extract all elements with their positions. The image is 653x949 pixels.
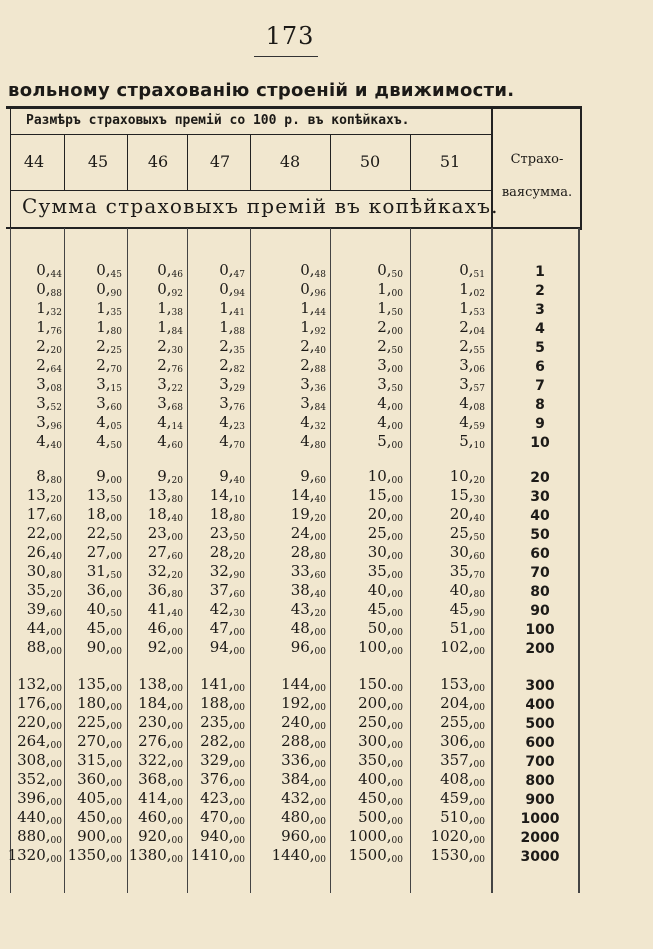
- premium-cell: $47,_{00}$: [209, 619, 245, 638]
- premium-cell: $4,_{00}$: [377, 413, 403, 432]
- premium-cell: $2,_{00}$: [377, 318, 403, 337]
- premium-cell: $36,_{00}$: [86, 581, 122, 600]
- premium-cell: $100,_{00}$: [358, 638, 403, 657]
- premium-cell: $3,_{36}$: [300, 375, 326, 394]
- premium-cell: $45,_{00}$: [367, 600, 403, 619]
- premium-cell: $432,_{00}$: [281, 789, 326, 808]
- premium-cell: $144,_{00}$: [281, 675, 326, 694]
- premium-cell: $2,_{35}$: [219, 337, 245, 356]
- premium-cell: $3,_{22}$: [157, 375, 183, 394]
- premium-cell: $3,_{96}$: [36, 413, 62, 432]
- premium-cell: $44,_{00}$: [26, 619, 62, 638]
- insured-sum-header: Страхо- ваясумма.: [501, 152, 573, 200]
- premium-cell: $470,_{00}$: [200, 808, 245, 827]
- premium-cell: $900,_{00}$: [77, 827, 122, 846]
- header-column-divider: [127, 134, 128, 190]
- premium-cell: $22,_{00}$: [26, 524, 62, 543]
- premium-cell: $3,_{60}$: [96, 394, 122, 413]
- premium-cell: $10,_{20}$: [449, 467, 485, 486]
- premium-cell: $2,_{55}$: [459, 337, 485, 356]
- premium-cell: $282,_{00}$: [200, 732, 245, 751]
- premium-cell: $450,_{00}$: [358, 789, 403, 808]
- premium-cell: $13,_{50}$: [86, 486, 122, 505]
- premium-cell: $20,_{40}$: [449, 505, 485, 524]
- premium-cell: $48,_{00}$: [290, 619, 326, 638]
- premium-cell: $1,_{35}$: [96, 299, 122, 318]
- premium-cell: $2,_{50}$: [377, 337, 403, 356]
- premium-cell: $240,_{00}$: [281, 713, 326, 732]
- premium-size-caption: Размѣръ страховыхъ премій со 100 р. въ копѣйкахъ.: [26, 113, 410, 128]
- insured-sum-cell: 1000: [520, 811, 560, 827]
- rate-column-header: 46: [147, 152, 169, 171]
- premium-cell: $9,_{40}$: [219, 467, 245, 486]
- premium-cell: $141,_{00}$: [200, 675, 245, 694]
- premium-cell: $1,_{38}$: [157, 299, 183, 318]
- rate-column-header: 48: [279, 152, 301, 171]
- insured-sum-cell: 20: [530, 470, 550, 486]
- premium-cell: $2,_{76}$: [157, 356, 183, 375]
- premium-cell: $22,_{50}$: [86, 524, 122, 543]
- insured-sum-cell: 800: [525, 773, 555, 789]
- premium-cell: $18,_{00}$: [86, 505, 122, 524]
- premium-cell: $4,_{05}$: [96, 413, 122, 432]
- header-column-divider: [250, 134, 251, 190]
- premium-cell: $440,_{00}$: [17, 808, 62, 827]
- premium-cell: $30,_{00}$: [367, 543, 403, 562]
- insured-sum-cell: 80: [530, 584, 550, 600]
- insured-sum-cell: 5: [535, 340, 545, 356]
- insured-sum-cell: 500: [525, 716, 555, 732]
- premium-cell: $23,_{50}$: [209, 524, 245, 543]
- columns-bottom-rule: [10, 190, 491, 191]
- header-top-rule: [6, 106, 582, 109]
- premium-cell: $4,_{00}$: [377, 394, 403, 413]
- premium-cell: $480,_{00}$: [281, 808, 326, 827]
- insured-sum-cell: 4: [535, 321, 545, 337]
- premium-cell: $15,_{00}$: [367, 486, 403, 505]
- premium-cell: $35,_{20}$: [26, 581, 62, 600]
- premium-cell: $220,_{00}$: [17, 713, 62, 732]
- premium-cell: $30,_{60}$: [449, 543, 485, 562]
- insured-sum-cell: 7: [535, 378, 545, 394]
- premium-cell: $20,_{00}$: [367, 505, 403, 524]
- insured-sum-cell: 3000: [520, 849, 560, 865]
- premium-cell: $0,_{96}$: [300, 280, 326, 299]
- premium-cell: $25,_{00}$: [367, 524, 403, 543]
- premium-cell: $940,_{00}$: [200, 827, 245, 846]
- premium-cell: $96,_{00}$: [290, 638, 326, 657]
- premium-cell: $43,_{20}$: [290, 600, 326, 619]
- premium-cell: $17,_{60}$: [26, 505, 62, 524]
- insured-sum-cell: 70: [530, 565, 550, 581]
- premium-cell: $42,_{30}$: [209, 600, 245, 619]
- premium-cell: $180,_{00}$: [77, 694, 122, 713]
- premium-cell: $2,_{40}$: [300, 337, 326, 356]
- premium-cell: $2,_{88}$: [300, 356, 326, 375]
- premium-cell: $0,_{48}$: [300, 261, 326, 280]
- premium-cell: $5,_{00}$: [377, 432, 403, 451]
- premium-cell: $960,_{00}$: [281, 827, 326, 846]
- insured-sum-cell: 10: [530, 435, 550, 451]
- premium-cell: $94,_{00}$: [209, 638, 245, 657]
- premium-cell: $102,_{00}$: [440, 638, 485, 657]
- page-number-rule: [254, 56, 318, 57]
- premium-cell: $150._{00}$: [358, 675, 403, 694]
- premium-cell: $10,_{00}$: [367, 467, 403, 486]
- premium-cell: $0,_{45}$: [96, 261, 122, 280]
- premium-cell: $329,_{00}$: [200, 751, 245, 770]
- insured-sum-cell: 100: [525, 622, 555, 638]
- premium-cell: $4,_{32}$: [300, 413, 326, 432]
- premium-cell: $132,_{00}$: [17, 675, 62, 694]
- premium-cell: $920,_{00}$: [138, 827, 183, 846]
- premium-cell: $37,_{60}$: [209, 581, 245, 600]
- premium-cell: $14,_{10}$: [209, 486, 245, 505]
- premium-cell: $23,_{00}$: [147, 524, 183, 543]
- premium-cell: $39,_{60}$: [26, 600, 62, 619]
- premium-cell: $264,_{00}$: [17, 732, 62, 751]
- premium-cell: $336,_{00}$: [281, 751, 326, 770]
- premium-cell: $45,_{90}$: [449, 600, 485, 619]
- premium-cell: $188,_{00}$: [200, 694, 245, 713]
- premium-cell: $0,_{88}$: [36, 280, 62, 299]
- premium-cell: $1020,_{00}$: [430, 827, 485, 846]
- premium-cell: $200,_{00}$: [358, 694, 403, 713]
- page-heading: вольному страхованію строеній и движимости.: [8, 80, 515, 101]
- premium-cell: $1,_{88}$: [219, 318, 245, 337]
- premium-cell: $24,_{00}$: [290, 524, 326, 543]
- premium-cell: $13,_{20}$: [26, 486, 62, 505]
- premium-cell: $350,_{00}$: [358, 751, 403, 770]
- premium-cell: $306,_{00}$: [440, 732, 485, 751]
- premium-cell: $500,_{00}$: [358, 808, 403, 827]
- premium-cell: $460,_{00}$: [138, 808, 183, 827]
- premium-cell: $0,_{90}$: [96, 280, 122, 299]
- premium-cell: $376,_{00}$: [200, 770, 245, 789]
- table-column-rule: [491, 228, 493, 893]
- premium-cell: $288,_{00}$: [281, 732, 326, 751]
- insured-sum-cell: 600: [525, 735, 555, 751]
- premium-cell: $0,_{50}$: [377, 261, 403, 280]
- premium-cell: $3,_{29}$: [219, 375, 245, 394]
- premium-cell: $5,_{10}$: [459, 432, 485, 451]
- insured-sum-cell: 50: [530, 527, 550, 543]
- insured-sum-cell: 90: [530, 603, 550, 619]
- premium-cell: $138,_{00}$: [138, 675, 183, 694]
- premium-cell: $92,_{00}$: [147, 638, 183, 657]
- premium-cell: $3,_{84}$: [300, 394, 326, 413]
- premium-cell: $4,_{50}$: [96, 432, 122, 451]
- premium-cell: $88,_{00}$: [26, 638, 62, 657]
- premium-cell: $1,_{92}$: [300, 318, 326, 337]
- premium-cell: $27,_{00}$: [86, 543, 122, 562]
- insured-sum-cell: 700: [525, 754, 555, 770]
- premium-cell: $13,_{80}$: [147, 486, 183, 505]
- insured-sum-cell: 9: [535, 416, 545, 432]
- premium-cell: $1320,_{00}$: [7, 846, 62, 865]
- insured-sum-cell: 30: [530, 489, 550, 505]
- premium-cell: $40,_{50}$: [86, 600, 122, 619]
- premium-cell: $308,_{00}$: [17, 751, 62, 770]
- premium-cell: $45,_{00}$: [86, 619, 122, 638]
- insured-sum-cell: 2: [535, 283, 545, 299]
- premium-cell: $36,_{80}$: [147, 581, 183, 600]
- insured-sum-cell: 60: [530, 546, 550, 562]
- premium-cell: $32,_{20}$: [147, 562, 183, 581]
- premium-cell: $204,_{00}$: [440, 694, 485, 713]
- premium-cell: $3,_{76}$: [219, 394, 245, 413]
- premium-cell: $153,_{00}$: [440, 675, 485, 694]
- premium-cell: $35,_{00}$: [367, 562, 403, 581]
- premium-cell: $250,_{00}$: [358, 713, 403, 732]
- premium-cell: $1440,_{00}$: [271, 846, 326, 865]
- premium-cell: $357,_{00}$: [440, 751, 485, 770]
- premium-cell: $9,_{60}$: [300, 467, 326, 486]
- header-bottom-rule: [6, 227, 582, 229]
- premium-cell: $1410,_{00}$: [190, 846, 245, 865]
- premium-cell: $25,_{50}$: [449, 524, 485, 543]
- premium-cell: $15,_{30}$: [449, 486, 485, 505]
- premium-cell: $1380,_{00}$: [128, 846, 183, 865]
- insured-sum-cell: 1: [535, 264, 545, 280]
- header-column-divider: [187, 134, 188, 190]
- premium-cell: $322,_{00}$: [138, 751, 183, 770]
- premium-cell: $19,_{20}$: [290, 505, 326, 524]
- premium-cell: $0,_{47}$: [219, 261, 245, 280]
- premium-cell: $1,_{32}$: [36, 299, 62, 318]
- premium-cell: $276,_{00}$: [138, 732, 183, 751]
- premium-cell: $40,_{00}$: [367, 581, 403, 600]
- premium-cell: $8,_{80}$: [36, 467, 62, 486]
- premium-cell: $352,_{00}$: [17, 770, 62, 789]
- premium-cell: $235,_{00}$: [200, 713, 245, 732]
- premium-cell: $1,_{02}$: [459, 280, 485, 299]
- header-column-divider: [330, 134, 331, 190]
- premium-cell: $4,_{80}$: [300, 432, 326, 451]
- rate-column-header: 45: [87, 152, 109, 171]
- premium-cell: $2,_{20}$: [36, 337, 62, 356]
- premium-cell: $315,_{00}$: [77, 751, 122, 770]
- premium-cell: $459,_{00}$: [440, 789, 485, 808]
- insured-sum-cell: 8: [535, 397, 545, 413]
- premium-cell: $3,_{15}$: [96, 375, 122, 394]
- premium-cell: $33,_{60}$: [290, 562, 326, 581]
- premium-cell: $225,_{00}$: [77, 713, 122, 732]
- insured-sum-cell: 900: [525, 792, 555, 808]
- premium-cell: $192,_{00}$: [281, 694, 326, 713]
- premium-cell: $1000,_{00}$: [348, 827, 403, 846]
- premium-cell: $300,_{00}$: [358, 732, 403, 751]
- premium-cell: $2,_{25}$: [96, 337, 122, 356]
- premium-cell: $26,_{40}$: [26, 543, 62, 562]
- premium-cell: $3,_{68}$: [157, 394, 183, 413]
- premium-cell: $184,_{00}$: [138, 694, 183, 713]
- premium-cell: $1530,_{00}$: [430, 846, 485, 865]
- premium-cell: $46,_{00}$: [147, 619, 183, 638]
- rate-column-header: 51: [439, 152, 461, 171]
- premium-cell: $408,_{00}$: [440, 770, 485, 789]
- insured-sum-cell: 300: [525, 678, 555, 694]
- insured-sum-cell: 3: [535, 302, 545, 318]
- premium-cell: $4,_{60}$: [157, 432, 183, 451]
- premium-cell: $51,_{00}$: [449, 619, 485, 638]
- premium-cell: $1,_{80}$: [96, 318, 122, 337]
- premium-cell: $368,_{00}$: [138, 770, 183, 789]
- premium-cell: $2,_{04}$: [459, 318, 485, 337]
- premium-cell: $4,_{40}$: [36, 432, 62, 451]
- premium-cell: $40,_{80}$: [449, 581, 485, 600]
- premium-cell: $27,_{60}$: [147, 543, 183, 562]
- premium-cell: $50,_{00}$: [367, 619, 403, 638]
- premium-cell: $360,_{00}$: [77, 770, 122, 789]
- premium-cell: $4,_{14}$: [157, 413, 183, 432]
- premium-cell: $0,_{51}$: [459, 261, 485, 280]
- premium-cell: $2,_{70}$: [96, 356, 122, 375]
- insured-sum-cell: 400: [525, 697, 555, 713]
- premium-cell: $135,_{00}$: [77, 675, 122, 694]
- premium-cell: $450,_{00}$: [77, 808, 122, 827]
- premium-cell: $0,_{44}$: [36, 261, 62, 280]
- premium-cell: $1500,_{00}$: [348, 846, 403, 865]
- premium-cell: $1,_{53}$: [459, 299, 485, 318]
- premium-cell: $41,_{40}$: [147, 600, 183, 619]
- premium-cell: $4,_{59}$: [459, 413, 485, 432]
- premium-cell: $423,_{00}$: [200, 789, 245, 808]
- premium-cell: $1,_{41}$: [219, 299, 245, 318]
- premium-cell: $176,_{00}$: [17, 694, 62, 713]
- premium-cell: $90,_{00}$: [86, 638, 122, 657]
- premium-cell: $400,_{00}$: [358, 770, 403, 789]
- premium-cell: $1,_{84}$: [157, 318, 183, 337]
- premium-cell: $28,_{20}$: [209, 543, 245, 562]
- insured-sum-cell: 40: [530, 508, 550, 524]
- premium-cell: $2,_{82}$: [219, 356, 245, 375]
- premium-cell: $2,_{30}$: [157, 337, 183, 356]
- insured-sum-cell: 6: [535, 359, 545, 375]
- premium-cell: $1,_{50}$: [377, 299, 403, 318]
- premium-cell: $0,_{94}$: [219, 280, 245, 299]
- premium-cell: $0,_{46}$: [157, 261, 183, 280]
- premium-cell: $1,_{76}$: [36, 318, 62, 337]
- premium-cell: $414,_{00}$: [138, 789, 183, 808]
- premium-cell: $3,_{52}$: [36, 394, 62, 413]
- premium-cell: $1,_{00}$: [377, 280, 403, 299]
- header-right-rule: [580, 106, 582, 230]
- premium-cell: $3,_{08}$: [36, 375, 62, 394]
- premium-cell: $9,_{00}$: [96, 467, 122, 486]
- premium-cell: $3,_{57}$: [459, 375, 485, 394]
- premium-cell: $405,_{00}$: [77, 789, 122, 808]
- premium-cell: $255,_{00}$: [440, 713, 485, 732]
- premium-cell: $230,_{00}$: [138, 713, 183, 732]
- premium-cell: $880,_{00}$: [17, 827, 62, 846]
- insured-sum-cell: 2000: [520, 830, 560, 846]
- premium-cell: $30,_{80}$: [26, 562, 62, 581]
- premium-cell: $0,_{92}$: [157, 280, 183, 299]
- premium-cell: $396,_{00}$: [17, 789, 62, 808]
- page-number: 173: [265, 22, 315, 50]
- premium-cell: $4,_{70}$: [219, 432, 245, 451]
- premium-cell: $1350,_{00}$: [67, 846, 122, 865]
- premium-cell: $32,_{90}$: [209, 562, 245, 581]
- premium-cell: $28,_{80}$: [290, 543, 326, 562]
- premium-cell: $1,_{44}$: [300, 299, 326, 318]
- insured-sum-cell: 200: [525, 641, 555, 657]
- premium-sums-caption: Сумма страховыхъ премій въ копѣйкахъ.: [22, 194, 499, 218]
- table-border-rule: [578, 228, 580, 893]
- premium-cell: $38,_{40}$: [290, 581, 326, 600]
- premium-cell: $14,_{40}$: [290, 486, 326, 505]
- premium-cell: $510,_{00}$: [440, 808, 485, 827]
- premium-cell: $35,_{70}$: [449, 562, 485, 581]
- premium-cell: $3,_{00}$: [377, 356, 403, 375]
- header-column-divider: [64, 134, 65, 190]
- premium-cell: $270,_{00}$: [77, 732, 122, 751]
- premium-cell: $384,_{00}$: [281, 770, 326, 789]
- premium-cell: $31,_{50}$: [86, 562, 122, 581]
- rate-column-header: 50: [359, 152, 381, 171]
- premium-cell: $4,_{08}$: [459, 394, 485, 413]
- premium-cell: $18,_{40}$: [147, 505, 183, 524]
- premium-cell: $2,_{64}$: [36, 356, 62, 375]
- rate-column-header: 44: [23, 152, 45, 171]
- rate-column-header: 47: [209, 152, 231, 171]
- premium-cell: $3,_{50}$: [377, 375, 403, 394]
- premium-cell: $3,_{06}$: [459, 356, 485, 375]
- premium-cell: $4,_{23}$: [219, 413, 245, 432]
- premium-cell: $9,_{20}$: [157, 467, 183, 486]
- header-column-divider: [410, 134, 411, 190]
- premium-cell: $18,_{80}$: [209, 505, 245, 524]
